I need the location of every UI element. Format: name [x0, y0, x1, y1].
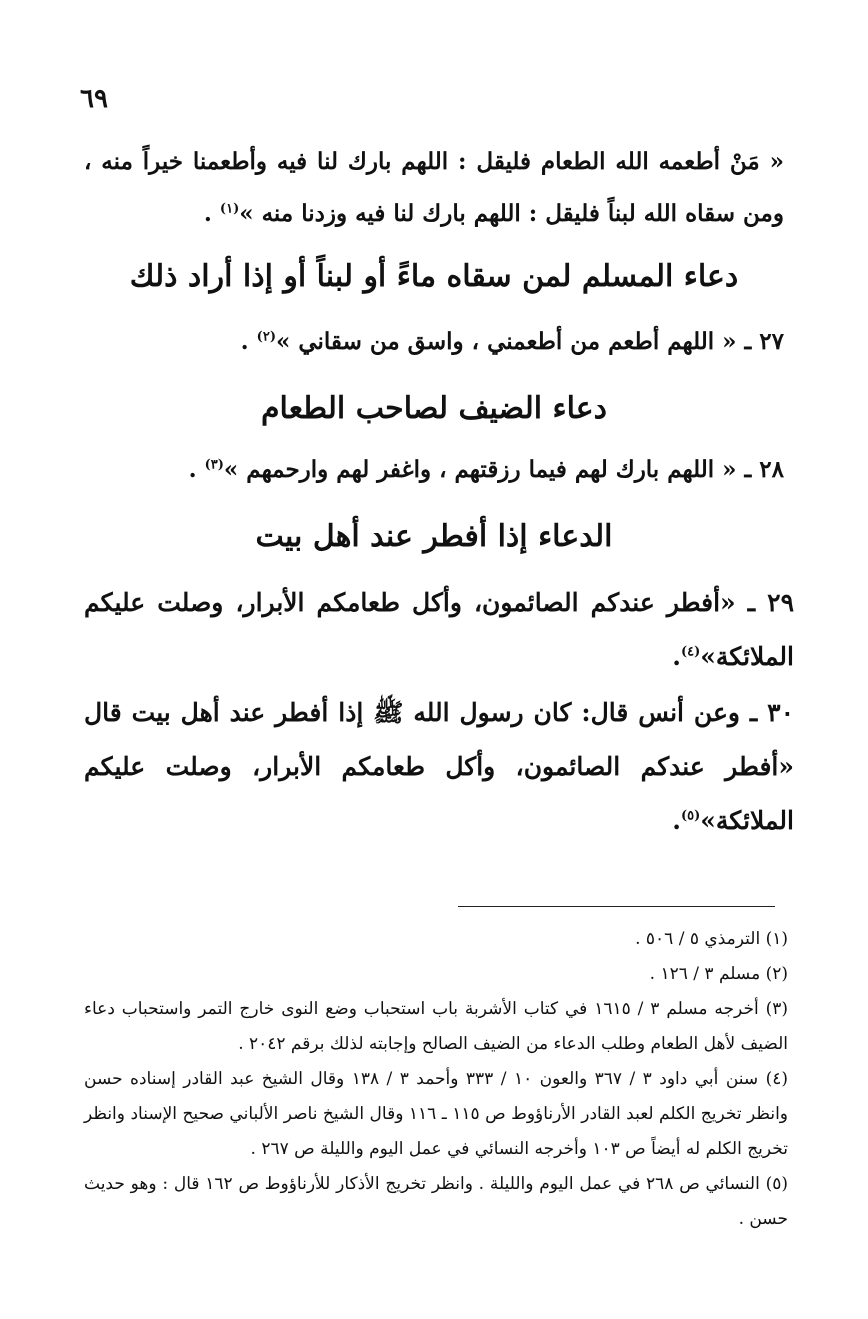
- section-heading-3: الدعاء إذا أفطر عند أهل بيت: [255, 519, 613, 554]
- hadith-29: [84, 576, 794, 684]
- hadith-30-text: ٣٠ ـ وعن أنس قال: كان رسول الله ﷺ إذا أفطر عند أهل بيت قال «أفطر عندكم الصائمون، وأكل طعامكم الأبرار، وصلت عليكم الملائكة»: [84, 698, 794, 835]
- hadith-29-end: .: [672, 642, 681, 671]
- footnote-3: (٣) أخرجه مسلم ٣ / ١٦١٥ في كتاب الأشربة باب استحباب وضع النوى خارج التمر واستحباب دعاء الضيف لأهل الطعام وطلب الدعاء من الضيف الصالح وإجابته لذلك برقم ٢٠٤٢ .: [84, 999, 788, 1054]
- intro-text: « مَنْ أطعمه الله الطعام فليقل : اللهم بارك لنا فيه وأطعمنا خيراً منه ، ومن سقاه الله لبناً فليقل : اللهم بارك لنا فيه وزدنا منه »: [84, 148, 784, 227]
- hadith-29-text: ٢٩ ـ «أفطر عندكم الصائمون، وأكل طعامكم الأبرار، وصلت عليكم الملائكة»: [84, 588, 794, 671]
- hadith-27: [84, 316, 784, 368]
- hadith-28-end: .: [188, 456, 205, 483]
- hadith-28: [84, 444, 784, 496]
- hadith-27-text: ٢٧ ـ « اللهم أطعم من أطعمني ، واسق من سقاني »: [275, 328, 784, 355]
- section-heading-2: دعاء الضيف لصاحب الطعام: [260, 391, 607, 426]
- footnote-ref-5: (٥): [680, 808, 701, 824]
- footnote-2: (٢) مسلم ٣ / ١٢٦ .: [649, 964, 788, 984]
- intro-end: .: [203, 200, 220, 227]
- footnote-ref-1: (١): [219, 201, 240, 217]
- footnote-divider: [458, 906, 775, 907]
- section-heading-1: دعاء المسلم لمن سقاه ماءً أو لبناً أو إذا أراد ذلك: [129, 259, 739, 294]
- hadith-30-end: .: [672, 806, 681, 835]
- footnote-ref-2: (٢): [256, 329, 276, 345]
- footnote-4: (٤) سنن أبي داود ٣ / ٣٦٧ والعون ١٠ / ٣٣٣ وأحمد ٣ / ١٣٨ وقال الشيخ عبد القادر إسناده حسن وانظر تخريج الكلم لعبد القادر الأرناؤوط ص ١١٥ ـ ١١٦ وقال الشيخ ناصر الألباني صحيح الإسناد وانظر تخريج الكلم له أيضاً ص ١٠٣ وأخرجه النسائي في عمل اليوم والليلة ص ٢٦٧ .: [84, 1069, 789, 1159]
- footnote-ref-3: (٣): [204, 457, 224, 473]
- hadith-27-end: .: [240, 328, 257, 355]
- footnote-5: (٥) النسائي ص ٢٦٨ في عمل اليوم والليلة . وانظر تخريج الأذكار للأرناؤوط ص ١٦٢ قال : وهو حديث حسن .: [84, 1174, 788, 1229]
- footnotes: [84, 922, 788, 1237]
- page-number: ٦٩: [80, 84, 108, 114]
- footnote-ref-4: (٤): [680, 644, 701, 660]
- hadith-28-text: ٢٨ ـ « اللهم بارك لهم فيما رزقتهم ، واغفر لهم وارحمهم »: [223, 456, 784, 483]
- intro-paragraph: [84, 136, 784, 240]
- footnote-1: (١) الترمذي ٥ / ٥٠٦ .: [635, 929, 788, 949]
- hadith-30: [84, 686, 794, 848]
